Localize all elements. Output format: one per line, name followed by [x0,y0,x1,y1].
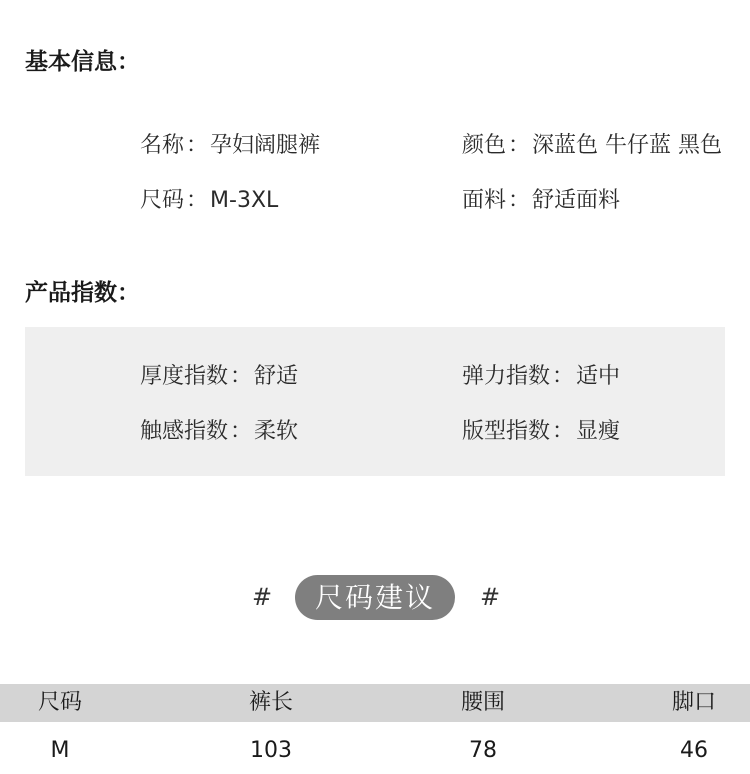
field-separator: ： [230,419,253,444]
field-separator: ： [552,364,575,389]
column-header-hem: 脚口 [671,690,716,715]
field-separator: ： [186,188,209,213]
field-value: 适中 [576,364,621,389]
field-value: 柔软 [254,419,299,444]
column-header-size: 尺码 [37,690,82,715]
column-header-length: 裤长 [248,690,293,715]
table-row [0,732,750,770]
field-value: 孕妇阔腿裤 [210,133,321,158]
field-label: 面料 [462,188,507,213]
cell-length: 103 [250,738,292,763]
size-suggestion-banner [0,575,750,621]
field-label: 厚度指数 [140,364,229,389]
field-label: 名称 [140,133,185,158]
field-name [140,131,320,161]
size-table-header [0,684,750,722]
field-separator: ： [508,133,531,158]
field-label: 颜色 [462,133,507,158]
field-separator: ： [230,364,253,389]
field-value: M-3XL [210,188,279,213]
size-table [0,684,750,770]
hash-right: # [480,583,501,611]
size-suggestion-title: 尺码建议 [295,575,455,620]
field-value: 显瘦 [576,419,621,444]
field-label: 尺码 [140,188,185,213]
field-separator: ： [508,188,531,213]
field-separator: ： [186,133,209,158]
cell-hem: 46 [680,738,708,763]
field-separator: ： [552,419,575,444]
product-index-heading: 产品指数： [25,280,140,306]
field-value: 深蓝色 牛仔蓝 黑色 [532,133,723,158]
field-size [140,186,278,216]
field-label: 弹力指数 [462,364,551,389]
field-fabric [462,186,620,216]
basic-info-heading: 基本信息： [25,49,140,75]
product-index-panel [25,327,725,476]
field-fit [462,417,620,447]
hash-left: # [252,583,273,611]
field-label: 版型指数 [462,419,551,444]
field-label: 触感指数 [140,419,229,444]
field-touch [140,417,298,447]
field-elasticity [462,362,620,392]
column-header-waist: 腰围 [460,690,505,715]
field-value: 舒适 [254,364,299,389]
field-thickness [140,362,298,392]
cell-waist: 78 [469,738,497,763]
cell-size: M [50,738,70,763]
field-color [462,131,722,161]
field-value: 舒适面料 [532,188,621,213]
